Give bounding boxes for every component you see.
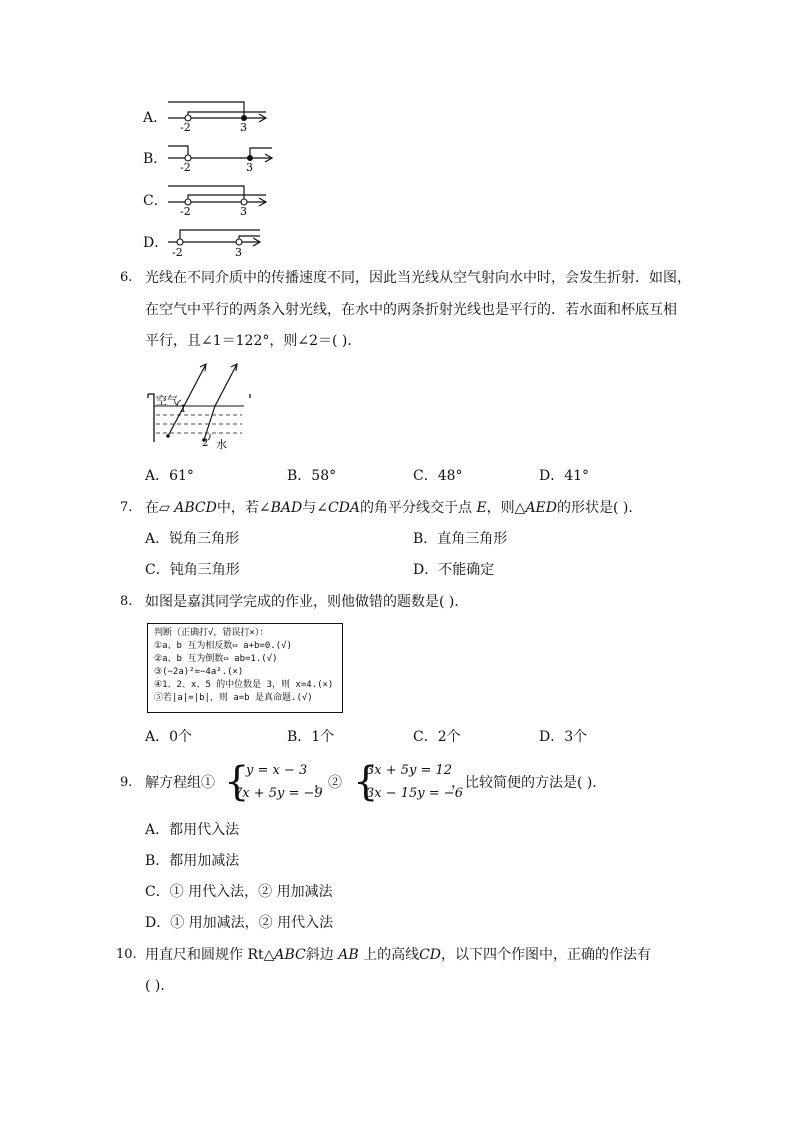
math-triangle-aed: △AED [514,500,557,516]
homework-line: ⑤若|a|=|b|，则 a=b 是真命题.(√) [154,693,313,703]
question-number: 10. [116,947,137,962]
option-label: C． [143,193,168,209]
equation: 7x + 5y = −9 [234,786,323,801]
math-abcd: ABCD [174,500,217,516]
option-c: C．钝角三角形 [145,562,240,578]
text-fragment: 的角平分线交于点 [359,500,472,516]
question-number: 6. [120,270,133,285]
option-d: D．41° [539,468,590,484]
number-line-d [160,222,275,260]
tick-label: 3 [240,205,247,217]
tick-label: -2 [180,205,191,217]
text-fragment: 在 [145,500,159,516]
option-label: A． [143,110,168,126]
text-fragment: 上的高线 [363,947,420,963]
equation: 3x + 5y = 12 [366,763,453,778]
water-label: 水 [216,438,227,451]
text-fragment: 中，若∠ [216,500,271,516]
option-c: C．① 用代入法，② 用加减法 [145,884,333,900]
text-fragment: 解方程组① [145,775,215,791]
math-ab: AB [338,947,359,963]
question-text-line: 如图是嘉淇同学完成的作业，则他做错的题数是( )． [145,594,469,610]
math-bad: BAD [270,500,303,516]
text-fragment: ，② [314,775,342,791]
parallelogram-symbol: ▱ [159,500,170,516]
number-line-a [160,98,275,134]
option-label: D． [143,235,169,251]
text-fragment: ，以下四个作图中，正确的作法有 [441,947,652,963]
question-number: 9. [120,775,133,790]
refraction-figure [140,360,260,455]
option-d: D．3个 [539,729,588,745]
question-number: 7. [120,500,133,515]
option-a: A．都用代入法 [145,822,240,838]
option-c: C．2个 [413,729,461,745]
question-text-line [145,498,642,518]
math-cda: CDA [327,500,360,516]
text-fragment: 与∠ [302,500,328,516]
text-fragment: 的形状是( )． [557,500,643,516]
text-fragment: ，比较简便的方法是( )． [451,775,607,791]
homework-line: ①a、b 互为相反数⇔ a+b=0.(√) [154,641,292,651]
option-b: B．直角三角形 [413,531,508,547]
question-text-line [145,945,651,965]
brace-icon: { [224,759,250,805]
question-text-line: ( )． [145,978,175,994]
brace-icon: { [353,759,379,805]
option-a: A．61° [145,468,194,484]
number-line-b [160,140,275,176]
tick-label: -2 [172,246,183,259]
option-d: D．不能确定 [413,562,495,578]
option-b: B．都用加减法 [145,853,240,869]
math-cd: CD [419,947,442,963]
option-a: A．0个 [145,729,193,745]
equation: y = x − 3 [246,763,308,778]
homework-line: ③(−2a)²=−4a².(×) [154,667,244,677]
angle-1-label: 1 [180,404,187,415]
question-text-line: 平行，且∠1＝122°，则∠2＝( )． [145,333,362,349]
math-triangle-abc: △ABC [263,947,306,963]
math-e: E [476,500,487,516]
option-b: B．1个 [287,729,335,745]
homework-line: 判断（正确打√，错误打×）： [154,628,269,638]
tick-label: 3 [235,246,242,259]
question-text-line: 光线在不同介质中的传播速度不同，因此当光线从空气射向水中时，会发生折射．如图， [145,270,691,286]
number-line-c [160,181,275,217]
homework-line: ④1、2、x、5 的中位数是 3，则 x=4.(×) [154,680,334,690]
equation: 3x − 15y = −6 [366,786,463,801]
text-fragment: 斜边 [305,947,334,963]
option-c: C．48° [413,468,463,484]
question-text-line: 在空气中平行的两条入射光线，在水中的两条折射光线也是平行的．若水面和杯底互相 [145,302,677,318]
option-d: D．① 用加减法，② 用代入法 [145,915,334,931]
question-number: 8. [120,594,133,609]
homework-box [147,623,343,713]
option-b: B．58° [287,468,337,484]
option-label: B． [143,151,168,167]
tick-label: 3 [246,161,253,174]
option-a: A．锐角三角形 [145,531,240,547]
homework-line: ②a、b 互为倒数⇔ ab=1.(√) [154,654,278,664]
tick-label: 3 [240,121,247,134]
text-fragment: ，则 [486,500,515,516]
text-fragment: 用直尺和圆规作 Rt [145,947,264,963]
tick-label: -2 [180,161,191,174]
tick-label: -2 [180,121,191,134]
angle-2-label: 2 [202,438,209,449]
air-label: 空气 [156,394,178,407]
